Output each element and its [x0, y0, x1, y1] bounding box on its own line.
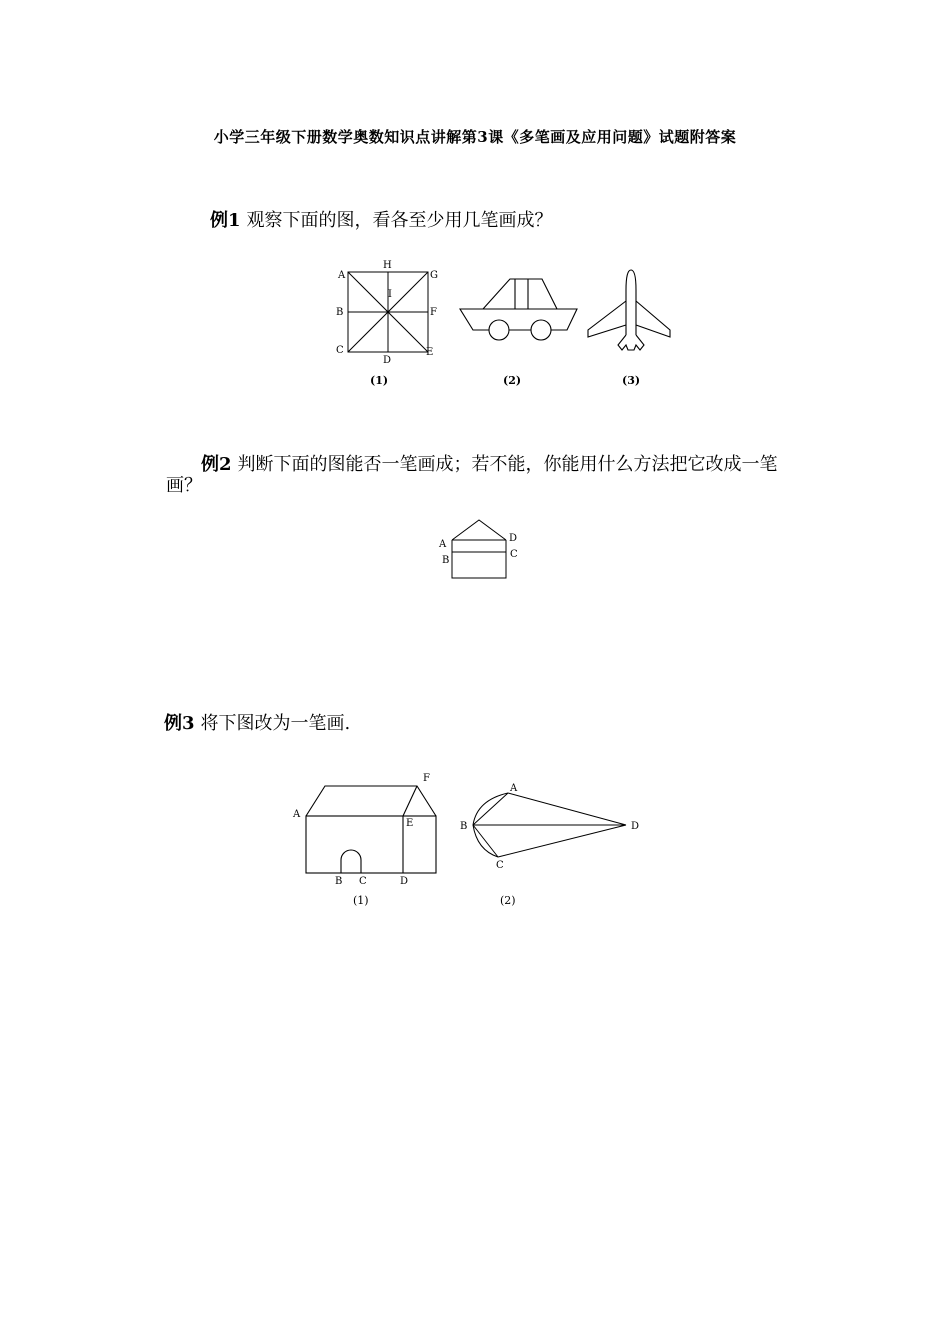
example-3-text: 将下图改为一笔画. [200, 713, 351, 734]
label-c: C [510, 549, 518, 560]
label-g: G [430, 270, 438, 281]
caption-1: (1) [353, 894, 369, 907]
label-a: A [439, 539, 447, 550]
label-b: B [336, 307, 344, 318]
caption-2: (2) [500, 894, 516, 907]
label-a: A [510, 783, 518, 794]
airplane-figure [588, 270, 670, 350]
label-c: C [359, 876, 367, 887]
example-2-text-cont: 画？ [166, 475, 202, 496]
house-figure [306, 786, 436, 873]
label-e: E [406, 818, 414, 829]
square-figure [348, 272, 428, 352]
example-1 [210, 206, 553, 232]
page-title: 小学三年级下册数学奥数知识点讲解第3课《多笔画及应用问题》试题附答案 [213, 128, 737, 146]
label-d: D [509, 533, 518, 544]
example-2-text: 判断下面的图能否一笔画成；若不能，你能用什么方法把它改成一笔 [237, 454, 778, 475]
kite-figure [473, 793, 626, 857]
example-3 [164, 709, 350, 735]
label-a: A [293, 809, 301, 820]
label-d: D [383, 355, 392, 366]
label-e: E [426, 347, 434, 358]
figure-2 [435, 512, 525, 584]
label-b: B [460, 821, 468, 832]
caption-1: (1) [370, 374, 389, 387]
label-c: C [336, 345, 344, 356]
label-f: F [430, 307, 437, 318]
label-i: I [388, 289, 392, 300]
label-h: H [383, 260, 392, 271]
label-d: D [631, 821, 640, 832]
caption-2: (2) [503, 374, 522, 387]
label-b: B [335, 876, 343, 887]
example-2 [201, 450, 778, 476]
house-outline [452, 520, 506, 578]
example-3-label: 例3 [164, 713, 195, 734]
label-f: F [423, 773, 430, 784]
example-1-text: 观察下面的图，看各至少用几笔画成？ [246, 210, 553, 231]
figure-1 [330, 255, 690, 395]
boat-figure [460, 279, 577, 340]
example-1-label: 例1 [210, 210, 241, 231]
figure-3 [285, 768, 655, 916]
label-c: C [496, 860, 504, 871]
label-a: A [338, 270, 346, 281]
label-d: D [400, 876, 409, 887]
label-b: B [442, 555, 450, 566]
caption-3: (3) [622, 374, 641, 387]
example-2-label: 例2 [201, 454, 232, 475]
